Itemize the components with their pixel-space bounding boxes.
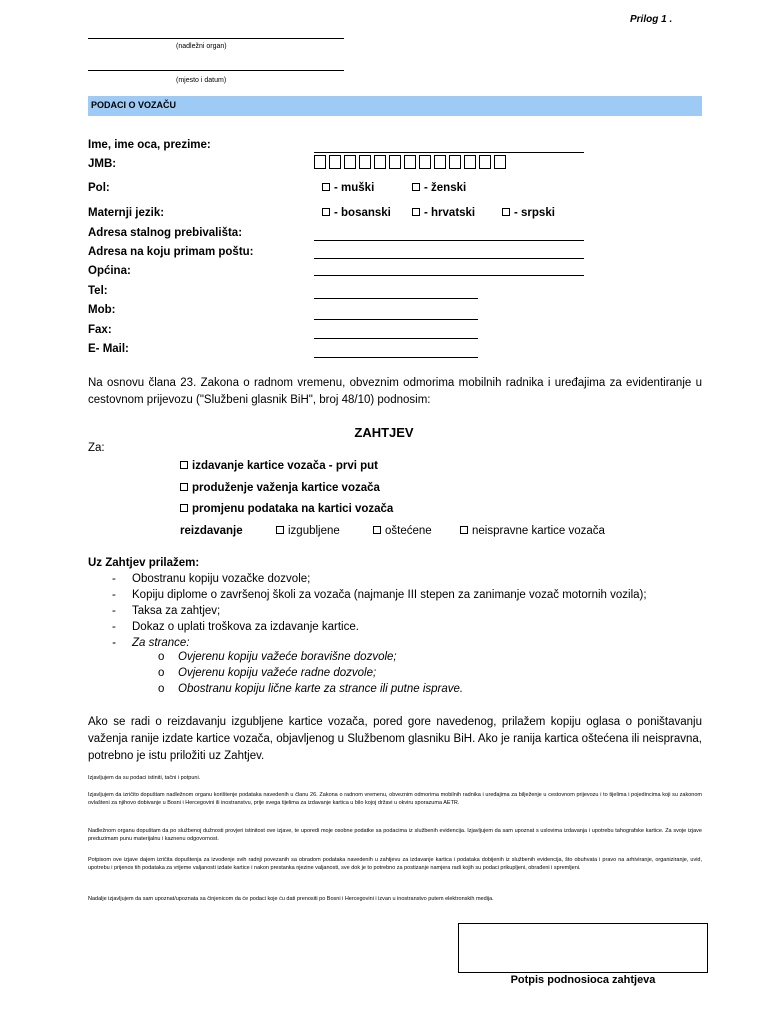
checkbox-icon bbox=[412, 183, 420, 191]
data-change-option[interactable]: promjenu podataka na kartici vozača bbox=[180, 503, 393, 515]
list-item: - Za strance: bbox=[112, 637, 647, 653]
checkbox-icon bbox=[180, 504, 188, 512]
address-field[interactable] bbox=[314, 240, 584, 241]
organ-line[interactable] bbox=[88, 38, 344, 39]
name-field[interactable] bbox=[314, 152, 584, 153]
declaration-5: Nadalje izjavljujem da sam upoznat/upoznata sa činjenicom da će podaci koje ću dati prenositi po Bosni i Hercegovini i izvan u inostranstvo putem elektronskih medija. bbox=[88, 896, 494, 902]
list-item: - Taksa za zahtjev; bbox=[112, 605, 647, 621]
language-label: Maternji jezik: bbox=[88, 207, 165, 219]
reissue-lost-option[interactable]: izgubljene bbox=[276, 525, 340, 537]
checkbox-icon bbox=[180, 461, 188, 469]
list-item: o Ovjerenu kopiju važeće radne dozvole; bbox=[158, 667, 463, 683]
list-item: - Kopiju diplome o završenoj školi za vozača (najmanje III stepen za zanimanje vozač motornih vozila); bbox=[112, 589, 647, 605]
checkbox-icon bbox=[460, 526, 468, 534]
place-date-caption: (mjesto i datum) bbox=[176, 77, 227, 84]
checkbox-icon bbox=[373, 526, 381, 534]
language-serbian-option[interactable]: - srpski bbox=[502, 207, 555, 219]
mob-field[interactable] bbox=[314, 319, 478, 320]
organ-caption: (nadležni organ) bbox=[176, 43, 227, 50]
foreigners-list bbox=[158, 651, 463, 699]
reissue-note: Ako se radi o reizdavanju izgubljene kartice vozača, pored gore navedenog, prilažem kopiju oglasa o poništavanju važenja ranije izdate kartice vozača, objavljenog u Službenom glasniku BiH. Ako je ranija kartica oštećena ili neispravna, potrebno je istu priložiti uz Zahtjev. bbox=[88, 716, 702, 762]
name-label: Ime, ime oca, prezime: bbox=[88, 139, 211, 151]
legal-basis-text: Na osnovu člana 23. Zakona o radnom vremenu, obveznim odmorima mobilnih radnika i uređajima za evidentiranje u cestovnom prijevozu ("Službeni glasnik BiH", broj 48/10) podnosim: bbox=[88, 377, 702, 406]
checkbox-icon bbox=[276, 526, 284, 534]
list-item: - Dokaz o uplati troškova za izdavanje kartice. bbox=[112, 621, 647, 637]
reissue-label: reizdavanje bbox=[180, 525, 243, 537]
attachments-list bbox=[112, 573, 647, 653]
gender-label: Pol: bbox=[88, 182, 110, 194]
email-label: E- Mail: bbox=[88, 343, 129, 355]
declaration-4: Potpisom ove izjave dajem izričita dopuštenja za izvođenje svih radnji povezanih sa obradom podataka navedenih u zahtjevu za izdavanje kartica i podataka dobijenih iz službenih evidencija, što obuhvata i pravo na arhiviranje, organiziranje, uvid, upotrebu i prijenos tih podataka za vrijeme valjanosti izdate kartice i nakon prestanka njezine valjanosti, sve dok je to potrebno za postizanje namjera radi kojih su podaci prikupljeni, obrađeni i spremljeni. bbox=[88, 857, 702, 871]
checkbox-icon bbox=[412, 208, 420, 216]
fax-label: Fax: bbox=[88, 324, 112, 336]
request-title: ZAHTJEV bbox=[354, 425, 414, 440]
mail-address-field[interactable] bbox=[314, 258, 584, 259]
reissue-faulty-option[interactable]: neispravne kartice vozača bbox=[460, 525, 605, 537]
signature-label: Potpis podnosioca zahtjeva bbox=[510, 974, 656, 986]
attachments-title: Uz Zahtjev prilažem: bbox=[88, 557, 200, 569]
language-bosnian-option[interactable]: - bosanski bbox=[322, 207, 391, 219]
declaration-3: Nadležnom organu dopuštam da po službenoj dužnosti provjeri istinitost ove izjave, te uporedi moje osobne podatke sa podacima iz službenih evidencija. Izjavljujem da sam upoznat s uslovima izdavanja i upotrebu tahografske kartice. Za svoje izjave preduzimam punu materijalnu i kaznenu odgovornost. bbox=[88, 828, 702, 842]
list-item: o Ovjerenu kopiju važeće boravišne dozvole; bbox=[158, 651, 463, 667]
declaration-2: Izjavljujem da izričito dopuštam nadležnom organu korištenje podataka navedenih u članu 26. Zakona o radnom vremenu, obveznim odmorima mobilnih radnika i uređajima za bilježenje u cestovnom prijevozu i to tijelima i pojedincima koji su zakonom ovlašteni za njihovo dobivanje u Bosni i Hercegovini ili inostranstvu, prije svega tijelima za izdavanje kartica u bilo kojoj državi u okviru sporazuma AETR. bbox=[88, 792, 702, 806]
list-item: o Obostranu kopiju lične karte za strance ili putne isprave. bbox=[158, 683, 463, 699]
language-croatian-option[interactable]: - hrvatski bbox=[412, 207, 475, 219]
fax-field[interactable] bbox=[314, 338, 478, 339]
renewal-option[interactable]: produženje važenja kartice vozača bbox=[180, 482, 380, 494]
section-header: PODACI O VOZAČU bbox=[88, 96, 702, 116]
tel-field[interactable] bbox=[314, 298, 478, 299]
attachment-number: Prilog 1 . bbox=[630, 14, 673, 25]
mail-address-label: Adresa na koju primam poštu: bbox=[88, 246, 254, 258]
gender-male-option[interactable]: - muški bbox=[322, 182, 374, 194]
address-label: Adresa stalnog prebivališta: bbox=[88, 227, 243, 239]
first-issue-option[interactable]: izdavanje kartice vozača - prvi put bbox=[180, 460, 378, 472]
reissue-damaged-option[interactable]: oštećene bbox=[373, 525, 432, 537]
checkbox-icon bbox=[502, 208, 510, 216]
place-date-line[interactable] bbox=[88, 70, 344, 71]
tel-label: Tel: bbox=[88, 285, 108, 297]
email-field[interactable] bbox=[314, 357, 478, 358]
municipality-label: Općina: bbox=[88, 265, 131, 277]
municipality-field[interactable] bbox=[314, 275, 584, 276]
signature-box[interactable] bbox=[458, 923, 708, 973]
for-label: Za: bbox=[88, 442, 105, 454]
checkbox-icon bbox=[322, 183, 330, 191]
declaration-1: Izjavljujem da su podaci istiniti, tačni i potpuni. bbox=[88, 775, 201, 781]
checkbox-icon bbox=[180, 483, 188, 491]
mob-label: Mob: bbox=[88, 304, 116, 316]
jmb-input[interactable] bbox=[314, 155, 506, 169]
gender-female-option[interactable]: - ženski bbox=[412, 182, 466, 194]
checkbox-icon bbox=[322, 208, 330, 216]
list-item: - Obostranu kopiju vozačke dozvole; bbox=[112, 573, 647, 589]
jmb-label: JMB: bbox=[88, 158, 117, 170]
